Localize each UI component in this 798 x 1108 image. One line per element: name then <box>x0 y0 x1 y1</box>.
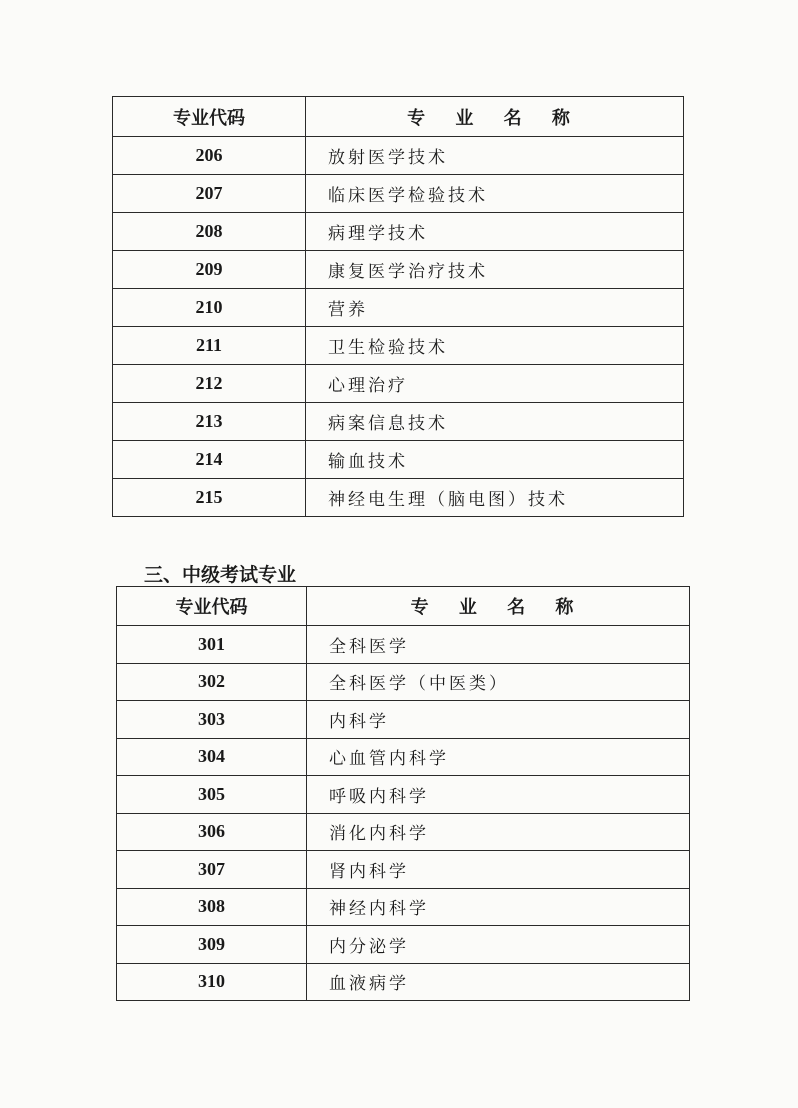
specialty-name: 神经内科学 <box>307 888 690 926</box>
specialty-name: 心血管内科学 <box>307 738 690 776</box>
specialty-name: 病理学技术 <box>306 213 684 251</box>
table-row <box>117 813 690 851</box>
table-row <box>117 776 690 814</box>
specialty-table-intermediate <box>116 586 690 1001</box>
specialty-code: 307 <box>117 851 307 889</box>
table-row <box>113 479 684 517</box>
specialty-name: 血液病学 <box>307 963 690 1001</box>
specialty-code: 301 <box>117 626 307 664</box>
specialty-name: 放射医学技术 <box>306 137 684 175</box>
specialty-name: 卫生检验技术 <box>306 327 684 365</box>
section-title-intermediate: 三、中级考试专业 <box>144 564 297 586</box>
specialty-name: 内分泌学 <box>307 926 690 964</box>
specialty-code: 210 <box>113 289 306 327</box>
specialty-code: 209 <box>113 251 306 289</box>
specialty-name: 病案信息技术 <box>306 403 684 441</box>
table-row <box>113 175 684 213</box>
specialty-name: 消化内科学 <box>307 813 690 851</box>
specialty-name: 营养 <box>306 289 684 327</box>
specialty-name: 康复医学治疗技术 <box>306 251 684 289</box>
specialty-code: 309 <box>117 926 307 964</box>
specialty-code: 212 <box>113 365 306 403</box>
specialty-name: 输血技术 <box>306 441 684 479</box>
specialty-code: 304 <box>117 738 307 776</box>
specialty-name: 全科医学 <box>307 626 690 664</box>
table-row <box>113 441 684 479</box>
specialty-code: 306 <box>117 813 307 851</box>
table-row <box>113 251 684 289</box>
table-row <box>113 403 684 441</box>
specialty-code: 215 <box>113 479 306 517</box>
specialty-code: 208 <box>113 213 306 251</box>
header-name: 专 业 名 称 <box>306 97 684 137</box>
specialty-name: 呼吸内科学 <box>307 776 690 814</box>
specialty-code: 308 <box>117 888 307 926</box>
table-row <box>117 663 690 701</box>
specialty-code: 211 <box>113 327 306 365</box>
specialty-code: 302 <box>117 663 307 701</box>
table-row <box>113 327 684 365</box>
table-row <box>113 213 684 251</box>
specialty-code: 214 <box>113 441 306 479</box>
table-row <box>117 963 690 1001</box>
header-code: 专业代码 <box>113 97 306 137</box>
table-header-row <box>113 97 684 137</box>
table-row <box>113 137 684 175</box>
table-row <box>113 365 684 403</box>
table-row <box>113 289 684 327</box>
header-code: 专业代码 <box>117 587 307 626</box>
table-row <box>117 701 690 739</box>
table-row <box>117 888 690 926</box>
table-row <box>117 626 690 664</box>
specialty-code: 213 <box>113 403 306 441</box>
specialty-name: 肾内科学 <box>307 851 690 889</box>
specialty-code: 206 <box>113 137 306 175</box>
specialty-name: 临床医学检验技术 <box>306 175 684 213</box>
header-name: 专 业 名 称 <box>307 587 690 626</box>
specialty-code: 303 <box>117 701 307 739</box>
table-row <box>117 851 690 889</box>
table-header-row <box>117 587 690 626</box>
specialty-code: 305 <box>117 776 307 814</box>
specialty-name: 神经电生理（脑电图）技术 <box>306 479 684 517</box>
specialty-name: 全科医学（中医类） <box>307 663 690 701</box>
table-row <box>117 738 690 776</box>
specialty-table-primary <box>112 96 684 517</box>
specialty-code: 207 <box>113 175 306 213</box>
specialty-code: 310 <box>117 963 307 1001</box>
table-row <box>117 926 690 964</box>
specialty-name: 内科学 <box>307 701 690 739</box>
specialty-name: 心理治疗 <box>306 365 684 403</box>
